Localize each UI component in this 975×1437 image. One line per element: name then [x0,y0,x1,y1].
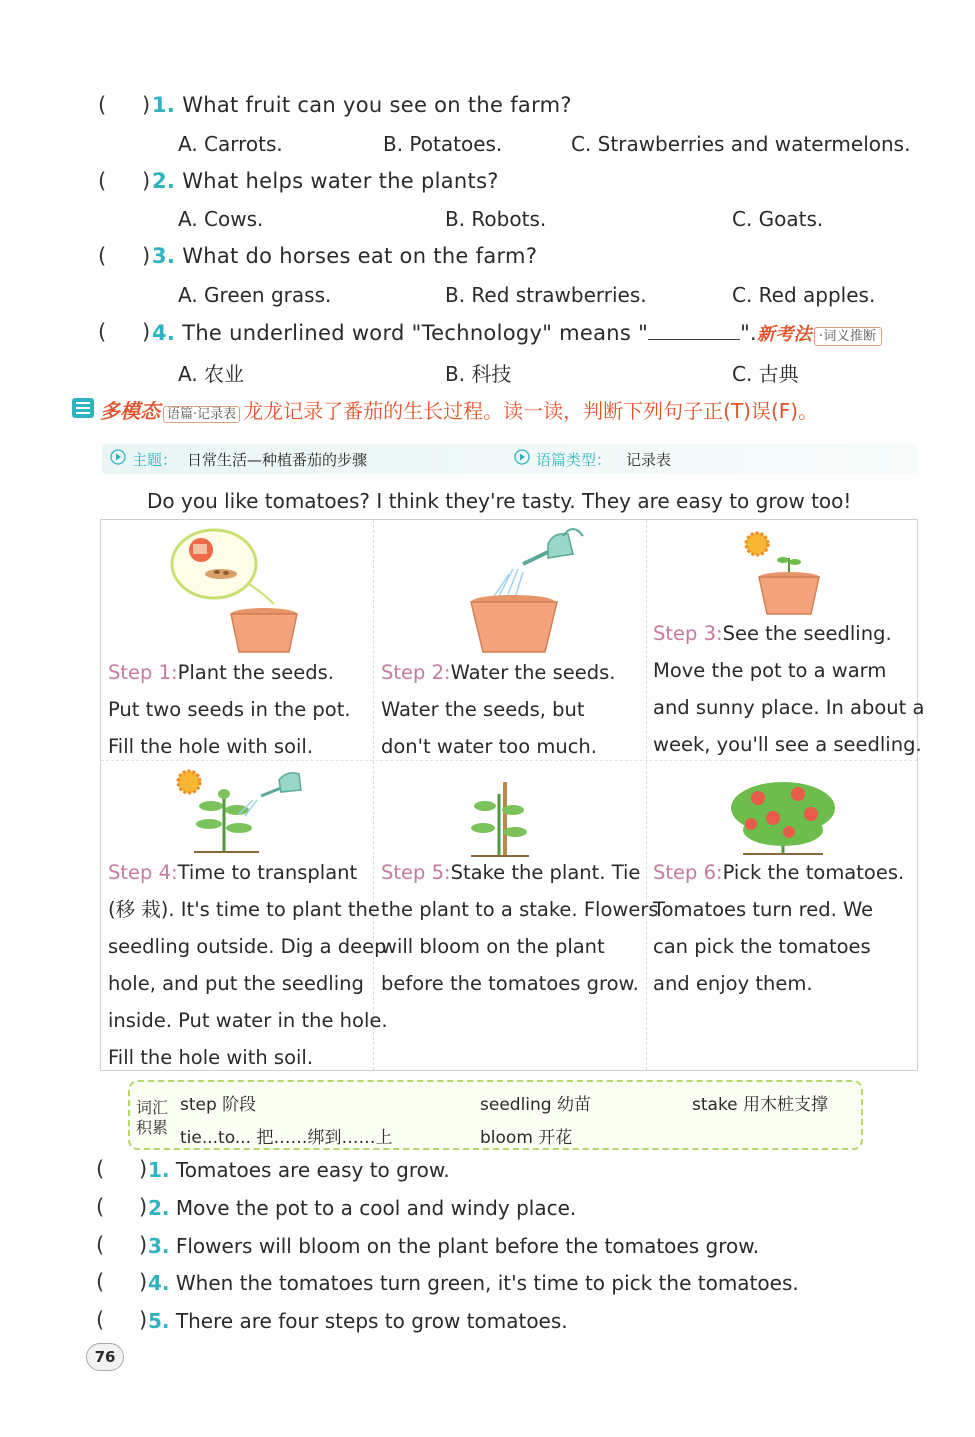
option-c: C. Red apples. [732,283,876,307]
step-3-text: Step 3:See the seedling. Move the pot to a warm and sunny place. In about a week, you'll see a seedling. [653,622,925,756]
step-2-text: Step 2:Water the seeds. Water the seeds, but don't water too much. [381,661,616,758]
answer-paren-open: ( [96,1195,105,1219]
answer-paren-close: ) [139,1270,148,1294]
step-label: Step 2: [381,661,451,684]
question-text: 1. What fruit can you see on the farm? [152,93,572,117]
answer-paren-open: ( [98,320,107,344]
step-1-text: Step 1:Plant the seeds. Put two seeds in the pot. Fill the hole with soil. [108,661,351,758]
seed-planting-illustration [169,524,329,662]
steps-table [100,519,925,1071]
question-text: 2. What helps water the plants? [152,169,499,193]
option-a: A. Cows. [178,207,264,231]
option-a: A. Green grass. [178,283,332,307]
question-text: 3. What do horses eat on the farm? [152,244,538,268]
seedling-illustration [729,524,869,620]
question-text: 4. The underlined word "Technology" means " ".新考法 ·词义推断 [152,320,882,346]
answer-paren-open: ( [96,1270,105,1294]
vocab-item: step 阶段 [180,1095,257,1115]
answer-paren-close: ) [139,1308,148,1332]
answer-paren-close: ) [139,1233,148,1257]
answer-paren-close: ) [139,1195,148,1219]
answer-blank[interactable] [648,321,740,340]
option-b: B. Red strawberries. [445,283,647,307]
answer-paren-open: ( [96,1233,105,1257]
answer-paren-open: ( [98,93,107,117]
answer-paren-open: ( [98,169,107,193]
new-method-tag: 新考法 [757,324,812,345]
answer-paren-close: ) [139,1157,148,1181]
vocab-item: tie...to... 把……绑到……上 [180,1128,393,1148]
step-4-text: Step 4:Time to transplant (移 栽). It's time to plant the seedling outside. Dig a deep hole, and put the seedling inside. Put water in the hole. Fill the hole with soil. [108,861,388,1069]
watering-seeds-illustration [453,524,613,662]
option-c: C. Strawberries and watermelons. [571,132,911,156]
step-label: Step 3: [653,622,723,645]
staked-plant-illustration [461,776,541,858]
type-label: 语篇类型： [536,451,612,469]
option-a: A. Carrots. [178,132,283,156]
answer-paren-open: ( [96,1308,105,1332]
theme-value: 日常生活—种植番茄的步骤 [187,451,368,469]
option-c: C. 古典 [732,362,799,386]
step-label: Step 5: [381,861,451,884]
play-icon [110,449,126,469]
statement-text: 3. Flowers will bloom on the plant before the tomatoes grow. [148,1234,760,1258]
transplant-illustration [169,766,349,856]
answer-paren-close: ) [142,93,151,117]
statement-text: 2. Move the pot to a cool and windy place. [148,1196,577,1220]
option-c: C. Goats. [732,207,824,231]
statement-text: 1. Tomatoes are easy to grow. [148,1158,450,1182]
step-6-text: Step 6:Pick the tomatoes. Tomatoes turn red. We can pick the tomatoes and enjoy them. [653,861,905,995]
play-icon [514,449,530,469]
vocab-item: bloom 开花 [480,1128,573,1148]
tomato-plant-illustration [723,768,843,856]
tag-label: ·词义推断 [814,327,882,346]
type-value: 记录表 [626,451,672,469]
vocab-item: stake 用木桩支撑 [692,1095,829,1115]
list-icon [72,398,94,418]
answer-paren-open: ( [96,1157,105,1181]
info-bar [102,444,917,474]
answer-paren-close: ) [142,320,151,344]
section-title: 多模态 语篇·记录表 龙龙记录了番茄的生长过程。读一读，判断下列句子正(T)误(F)。 [100,399,819,423]
option-b: B. Potatoes. [383,132,503,156]
answer-paren-close: ) [142,169,151,193]
step-label: Step 1: [108,661,178,684]
statement-text: 4. When the tomatoes turn green, it's time to pick the tomatoes. [148,1271,799,1295]
intro-text: Do you like tomatoes? I think they're tasty. They are easy to grow too! [147,489,852,513]
theme-label: 主题： [132,451,178,469]
step-label: Step 4: [108,861,178,884]
answer-paren-close: ) [142,244,151,268]
option-a: A. 农业 [178,362,245,386]
answer-paren-open: ( [98,244,107,268]
vocab-label: 词汇 积累 [136,1098,169,1137]
step-5-text: Step 5:Stake the plant. Tie the plant to a stake. Flowers will bloom on the plant before the tomatoes grow. [381,861,659,995]
option-b: B. 科技 [445,362,512,386]
vocabulary-box [128,1080,863,1150]
page-number: 76 [86,1343,124,1371]
step-label: Step 6: [653,861,723,884]
option-b: B. Robots. [445,207,547,231]
statement-text: 5. There are four steps to grow tomatoes. [148,1309,568,1333]
vocab-item: seedling 幼苗 [480,1095,591,1115]
